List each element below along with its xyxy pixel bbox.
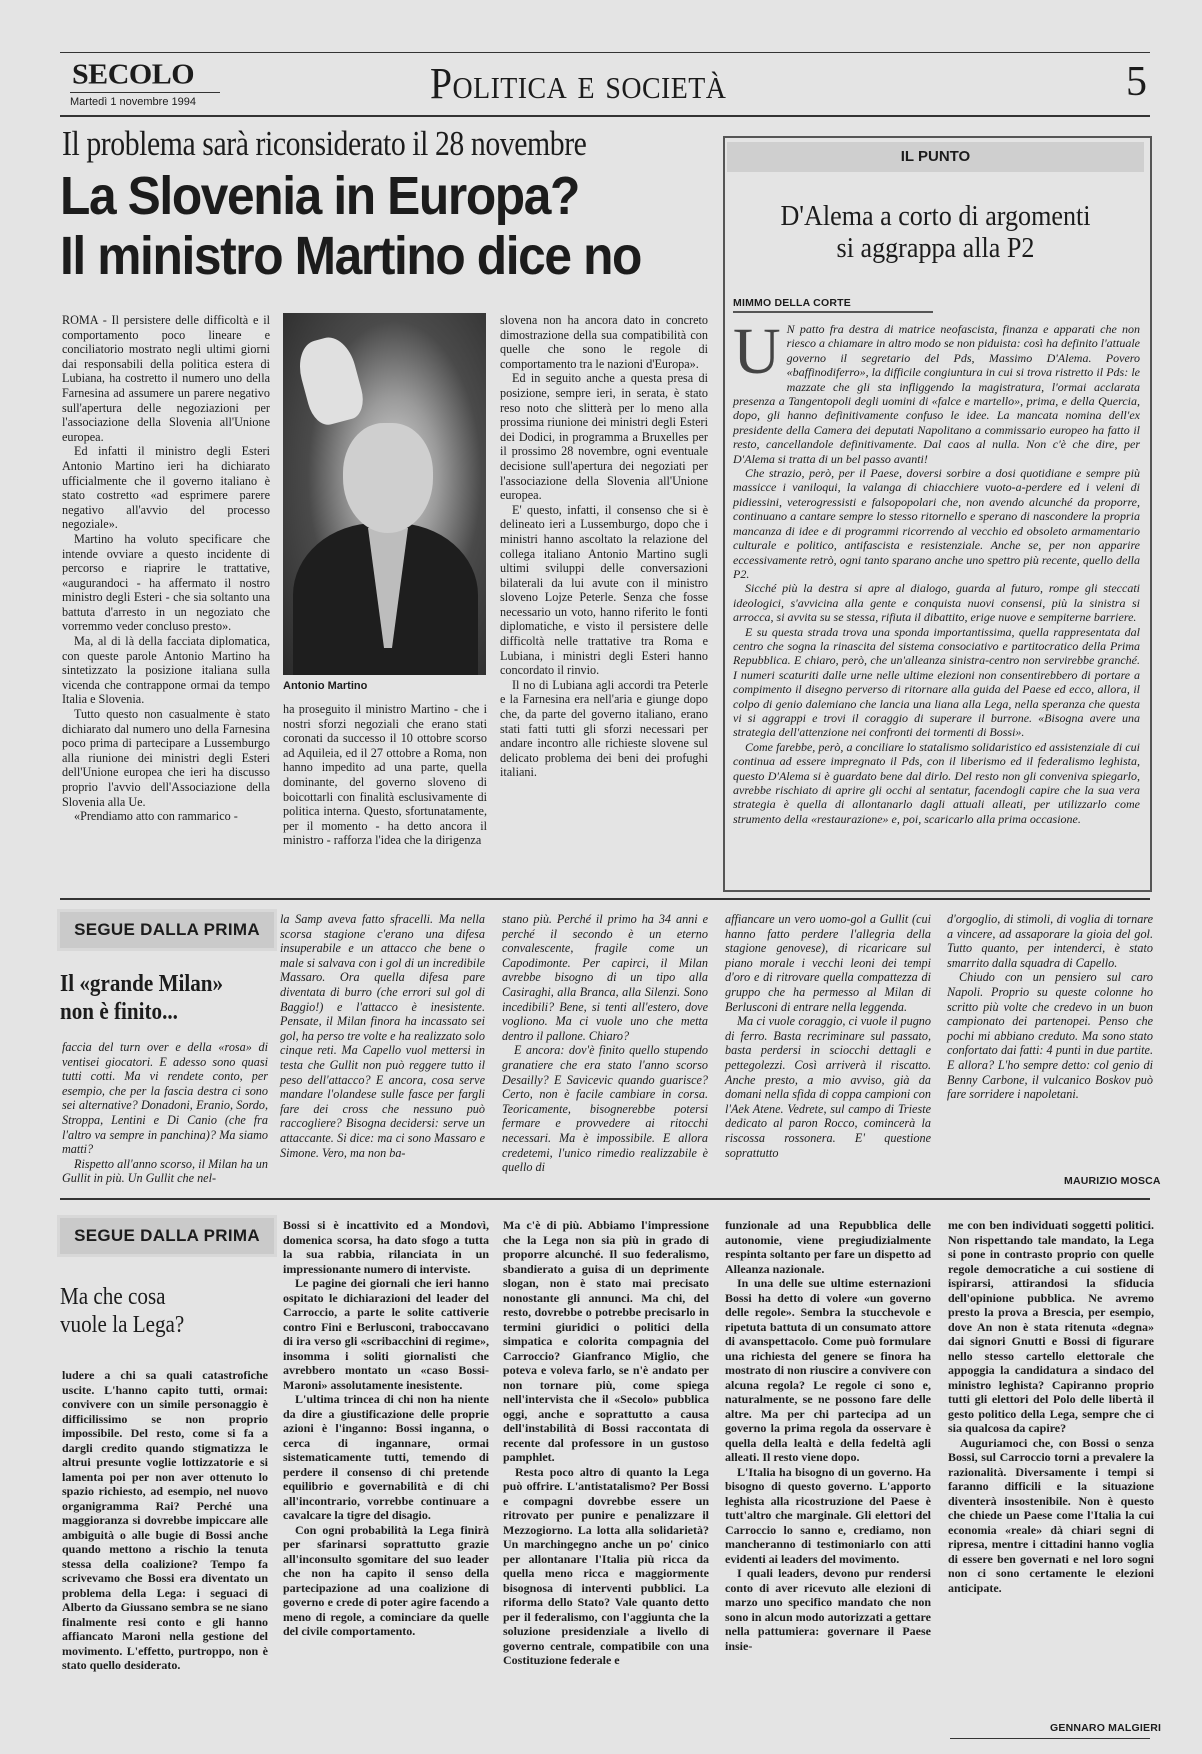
milan-segue-label: SEGUE DALLA PRIMA [60, 912, 274, 948]
paragraph: Martino ha voluto specificare che intende ovviare a questo incidente di percorso e riaprire le trattative, «augurandoci - ha affermato il nostro ministro degli Esteri - che sia soltanto una battuta d'arresto in un negoziato che vorremmo veder concluso presto». [62, 531, 270, 634]
newspaper-logo: SECOLO [72, 58, 195, 91]
paragraph: Che strazio, però, per il Paese, doversi sorbire a dosi quotidiane e sempre più massicce i vaniloqui, la valanga di chiacchiere vuoto-a-perdere ed i veleni di pidiessini, veterogressisti e falsopopolari che, non avendo alcunché da proporre, continuano a cantare sempre lo stesso ritornello e sperano di nascondere la propria mancanza di idee e di programmi ricorrendo al vecchio ed obsoleto armamentario culturale e politico, antifascista e resistenziale. Anche se, per non apparire eccessivamente retrò, ogni tanto sparano anche uno spettro più recente, quello della P2. [733, 466, 1140, 581]
photo-face [343, 423, 433, 533]
paragraph: Come farebbe, però, a conciliare lo statalismo solidaristico ed assistenziale di cui continua ad essere impregnato il Pds, con il liberismo ed il federalismo leghista, questo D'Alema si è guardato bene dal dirlo. Del resto non gli conveniva spiegarlo, avrebbe rischiato di aprire gli occhi al sentatur, facendogli capire che la sua vera strategia è quella di allontanarlo dagli attuali alleati, per utilizzarlo come strumento della «restaurazione» e, poi, scaricarlo alla prima occasione. [733, 739, 1140, 826]
lega-segue-label: SEGUE DALLA PRIMA [60, 1218, 274, 1254]
paragraph: In una delle sue ultime esternazioni Bossi ha detto di volere «un governo delle regole». Sembra la stucchevole e ripetuta battuta di un consumato attore di avanspettacolo. Come può formulare una richiesta del genere se finora ha mostrato di non riuscire a convivere con alcuna regola? Le regole ci sono e, naturalmente, se ne possono fare delle altre. Ma per chi partecipa ad un governo la prima regola da osservare è quella della lealtà e della fedeltà agli alleati. Il resto viene dopo. [725, 1276, 931, 1464]
milan-col-4 [725, 912, 931, 1160]
masthead-rule [60, 115, 1150, 117]
bottom-rule [950, 1738, 1150, 1739]
paragraph: Chiudo con un pensiero sul caro Napoli. Proprio su queste colonne ho scritto più volte che credevo in un buon campionato dei partenopei. Penso che pochi mi abbiano creduto. Ma sono stato confortato dai fatti: 4 punti in due partite. E allora? L'ho sempre detto: col genio di Benny Carbone, il vulcanico Boskov può fare sorridere i napoletani. [947, 970, 1153, 1102]
milan-col-2 [280, 912, 485, 1160]
paragraph: funzionale ad una Repubblica delle autonomie, viene pregiudizialmente respinta soltanto per fare un dispetto ad Alleanza nazionale. [725, 1218, 931, 1276]
drop-cap: U [733, 315, 781, 388]
paragraph: la Samp aveva fatto sfracelli. Ma nella scorsa stagione c'erano una difesa insuperabile e un attacco che bene o male si salvava con i gol di un incredibile Massaro. Ora quella difesa pare diventata di burro (che errori sul gol di Baggio!) e l'attacco è inesistente. Pensate, il Milan finora ha incassato sei gol, ha perso tre volte e ha realizzato solo cinque reti. Ma Capello vuol mettersi in testa che Gullit non può reggere tutto il peso dell'attacco? E ancora, cosa serve mandare l'olandese sulle fasce per fargli fare dei cross che nessuno può raccogliere? Bisogna decidersi: serve un attaccante. Si dice: ma ci sono Massaro e Simone. Vero, ma non ba- [280, 912, 485, 1160]
milan-title [60, 970, 223, 1026]
il-punto-label: IL PUNTO [727, 142, 1144, 172]
article-kicker: Il problema sarà riconsiderato il 28 novembre [62, 124, 587, 163]
paragraph: faccia del turn over e della «rosa» di ventisei giocatori. E adesso sono quasi tutti cotti. Ma vi rendete conto, per esempio, che per la fascia destra ci sono sei alternative? Donadoni, Eranio, Sordo, Stroppa, Lentini e Di Canio (che fra l'altro va sempre in panchina)? Ma siamo matti? [62, 1040, 268, 1157]
paragraph: E su questa strada trova una sponda importantissima, quella rappresentata dal centro che sogna la rinascita del sistema consociativo e partitocratico della Prima Repubblica. E chiaro, però, che un'alleanza sinistra-centro non servirebbe granché. I numeri scaturiti dalle urne nelle ultime elezioni non consentirebbero di portare a compimento il disegno perverso di ritornare alla guida del Paese ed ecco, allora, il colpo di genio dalemiano che lancia una liana alla Lega, nella speranza che questa vi si aggrappi e trovi il coraggio di superare il burrone. «Bisogna avere una strategia dell'attenzione nei confronti dei tormenti di Bossi». [733, 624, 1140, 740]
lega-col-3 [503, 1218, 709, 1668]
page-number: 5 [1126, 59, 1147, 105]
paragraph: Bossi si è incattivito ed a Mondovì, domenica scorsa, ha dato sfogo a tutta la sua rabbia, rilanciata in un impressionante numero di interviste. [283, 1218, 489, 1276]
main-article-col-2 [283, 702, 487, 848]
paragraph: L'Italia ha bisogno di un governo. Ha bisogno di questo governo. L'apporto leghista alla ricostruzione del Paese è tutt'altro che marginale. Gli elettori del Carroccio lo sanno e, crediamo, non mancheranno di testimoniarlo con atti evidenti ai leaders del movimento. [725, 1464, 931, 1566]
paragraph: Auguriamoci che, con Bossi o senza Bossi, sul Carroccio torni a prevalere la razionalità. Diversamente i tempi si faranno difficili e la situazione diventerà insostenibile. Non è questo che chiede un Paese come l'Italia la cui economia «reale» dà chiari segni di ripresa, mentre i cittadini hanno voglia di essere ben governati e nel loro sogni non ci sono certamente le elezioni anticipate. [948, 1435, 1154, 1595]
paragraph-text: N patto fra destra di matrice neofascista, finanza e apparati che non riesco a chiamare in altro modo se non piduista: così ha definito l'attuale governo il segretario del Pds, Massimo D'Alema. Povero «baffinodiferro», la difficile congiuntura in cui si trova ristretto il Pds: le mazzate che gli sta infliggendo la magistratura, l'ormai acclarata presenza a Tangentopoli degli uomini di «falce e martello», prima, e della Quercia, dopo, gli hanno definitivamente confuso le idee. La mancata nomina dell'ex presidente della Camera dei deputati Napolitano a commissario europeo ha fatto il resto, cancellandole definitivamente. Dal caos al nulla. Non c'è che dire, per D'Alema si tratta di un bel passo avanti! [733, 322, 1140, 466]
main-article-col-3 [500, 313, 708, 780]
paragraph: affiancare un vero uomo-gol a Gullit (cui hanno fatto perdere l'allegria della stagione genovese), di ricaricare sul piano morale i vecchi leoni dei tempi d'oro e di ritrovare quella compattezza di gruppo che ha permesso al Milan di Berlusconi di entrare nella leggenda. [725, 912, 931, 1014]
il-punto-title [748, 200, 1123, 264]
milan-col-1 [62, 1040, 268, 1186]
milan-col-3 [502, 912, 708, 1175]
paragraph: L'ultima trincea di chi non ha niente da dire a giustificazione delle proprie azioni è l'inganno: Bossi inganna, o cerca di ingannare, ormai sistematicamente tutti, temendo di perdere il consenso di chi pretende equilibrio e governabilità e di chi all'incontrario, vorrebbe continuare a cavalcare la tigre del disagio. [283, 1392, 489, 1522]
paragraph: Rispetto all'anno scorso, il Milan ha un Gullit in più. Un Gullit che nel- [62, 1156, 268, 1186]
lega-byline: GENNARO MALGIERI [1050, 1722, 1162, 1734]
paragraph: Ed infatti il ministro degli Esteri Antonio Martino ieri ha dichiarato ufficialmente che il governo italiano è stato costretto «ad esprimere parere negativo all'avvio del processo negoziale». [62, 444, 270, 532]
paragraph [733, 315, 1140, 466]
il-punto-byline: MIMMO DELLA CORTE [733, 297, 851, 309]
paragraph: ha proseguito il ministro Martino - che i nostri sforzi negoziali che erano stati coronati da successo il 10 ottobre scorso ad Aquileia, ed il 27 ottobre a Roma, non hanno impedito ad una parte, quella dominante, del governo sloveno di boicottarli con finalità esclusivamente di politica interna. Questo, sfortunatamente, per il momento - ha detto ancora il ministro - rafforza l'idea che la dirigenza [283, 702, 487, 848]
il-punto-title-line-2: si aggrappa alla P2 [836, 232, 1035, 264]
paragraph: Ed in seguito anche a questa presa di posizione, sempre ieri, in serata, è stato reso noto che slitterà per lo meno alla prossima riunione dei ministri degli Esteri dei Dodici, in programma a Bruxelles per il prossimo 28 novembre, ogni eventuale decisione sull'apertura dei negoziati per l'associazione della Slovenia all'Unione europea. [500, 371, 708, 503]
paragraph: I quali leaders, devono pur rendersi conto di aver ricevuto alle elezioni di marzo uno specifico mandato che non sono in alcun modo autorizzati a gettare nella pattumiera: governare il Paese insie- [725, 1566, 931, 1653]
lega-title [60, 1283, 184, 1339]
paragraph: Ma ci vuole coraggio, ci vuole il pugno di ferro. Basta recriminare sul passato, basta perdersi in sciocchi dettagli e pettegolezzi. Così arriverà il riscatto. Anche presto, a mio avviso, già da domani nella sfida di coppa campioni con l'Aek Atene. Vedrete, sul campo di Trieste dedicato al paron Rocco, comincerà la riscossa rossonera. E' questione soprattutto [725, 1014, 931, 1160]
paragraph: me con ben individuati soggetti politici. Non rispettando tale mandato, la Lega si pone in contrasto proprio con quelle regole democratiche a cui sostiene di ispirarsi, attirandosi la sfiducia dell'opinione pubblica. Ne avremo presto la prova a Brescia, per esempio, dove An non è stata ritenuta «degna» dai signori Gnutti e Bossi di figurare nello stesso cartello elettorale che appoggia la candidatura a sindaco del ministro leghista? Capiranno proprio tutti gli elettori del Polo delle libertà il gesto politico della Lega, sempre che ci sia qualcosa da capire? [948, 1218, 1154, 1435]
section-title: Politica e società [430, 59, 727, 108]
lega-col-5 [948, 1218, 1154, 1595]
il-punto-title-line-1: D'Alema a corto di argomenti [780, 200, 1091, 232]
lega-title-line-2: vuole la Lega? [60, 1312, 185, 1338]
milan-col-5 [947, 912, 1153, 1102]
paragraph: ludere a chi sa quali catastrofiche uscite. L'hanno capito tutti, ormai: convivere con un simile personaggio è difficilissimo se non proprio impossibile. Del resto, come si fa a dargli credito quando stigmatizza le altrui presunte voglie lottizzatorie e si lamenta poi per non aver ottenuto lo spazio richiesto, ad esempio, nel nuovo organigramma Rai? Perché una maggioranza si dovrebbe impiccare alle ambiguità o alle bugie di Bossi anche quando mettono a rischio la tenuta stessa della coalizione? Tempo fa scrivevamo che Bossi era diventato un problema della Lega: i seguaci di Alberto da Giussano sembra se ne siano finalmente resi conto e gli hanno affiancato Maroni nella gestione del movimento. L'effetto, purtroppo, non è stato quello desiderato. [62, 1368, 268, 1672]
issue-date: Martedì 1 novembre 1994 [70, 96, 196, 108]
il-punto-body [733, 315, 1140, 826]
paragraph: Sicché più la destra si apre al dialogo, guarda al futuro, rompe gli steccati ideologici, s'avvicina alla gente e conquista nuovi consensi, più la sinistra si arrocca, si avvita su se stessa, rifiuta il dibattito, erige nuove e sempiterne barriere. [733, 581, 1140, 625]
paragraph: d'orgoglio, di stimoli, di voglia di tornare a vincere, ad assaporare la gioia del gol. Tutto quanto, per intenderci, è stato smarrito dalla squadra di Capello. [947, 912, 1153, 970]
paragraph: Ma, al di là della facciata diplomatica, con queste parole Antonio Martino ha sintetizzato la posizione italiana sulla vicenda che contrappone ormai da tempo Italia e Slovenia. [62, 634, 270, 707]
lega-col-1 [62, 1368, 268, 1673]
lega-col-2 [283, 1218, 489, 1639]
milan-title-line-2: non è finito... [60, 999, 178, 1025]
lega-title-line-1: Ma che cosa [60, 1284, 166, 1310]
portrait-photo [283, 313, 486, 675]
paragraph: Resta poco altro di quanto la Lega può offrire. L'antistatalismo? Per Bossi e compagni dovrebbe essere un ritrovato per punire e penalizzare il Mezzogiorno. La lotta alla solidarietà? Un marchingegno anche un po' cinico per allontanare l'Italia più ricca da quella meno ricca e maggiormente bisognosa di interventi pubblici. La riforma dello Stato? Vale quanto detto per il federalismo, con l'aggiunta che la soluzione presidenziale a livello di governo centrale, compatibile con una Costituzione federale e [503, 1464, 709, 1667]
logo-rule [70, 92, 220, 93]
paragraph: Le pagine dei giornali che ieri hanno ospitato le dichiarazioni del leader del Carroccio, a parte le solite cattiverie contro Fini e Berlusconi, traboccavano di ira verso gli «scribacchini di regime», insomma i soliti giornalisti che avrebbero montato un «caso Bossi-Maroni» assolutamente inesistente. [283, 1276, 489, 1392]
byline-rule [733, 311, 933, 313]
lega-col-4 [725, 1218, 931, 1653]
milan-title-line-1: Il «grande Milan» [60, 971, 224, 997]
paragraph: E ancora: dov'è finito quello stupendo granatiere che era stato l'anno scorso Desailly? E Savicevic quando guarisce? Certo, non è facile cambiare in corsa. Teoricamente, bisognerebbe potersi fermare e provvedere ai ritocchi necessari. Ma è impossibile. E allora credetemi, l'unico rimedio realizzabile è quello di [502, 1043, 708, 1175]
paragraph: Tutto questo non casualmente è stato dichiarato dal numero uno della Farnesina poco prima di partecipare a Lussemburgo alla riunione dei ministri degli Esteri dell'Unione europea che ieri ha discusso proprio l'avvio dell'Associazione della Slovenia alla Ue. [62, 707, 270, 809]
paragraph: «Prendiamo atto con rammarico - [74, 809, 238, 824]
paragraph: Ma c'è di più. Abbiamo l'impressione che la Lega non sia più in grado di proporre alcunché. Il suo federalismo, sbandierato a guisa di un deprimente slogan, non è stato mai precisato nonostante gli annunci. Ma chi, del resto, dovrebbe o potrebbe precisarlo in termini giuridici o politici della simpatica e colorita compagnia del Carroccio? Gianfranco Miglio, che poteva e voleva farlo, se n'è andato per non tornare più, come spiega nell'intervista che il «Secolo» pubblica oggi, anche e soprattutto a causa dell'instabilità di Bossi raccontata di recente dal professore in un gustoso pamphlet. [503, 1218, 709, 1464]
paragraph: E' questo, infatti, il consenso che si è delineato ieri a Lussemburgo, dopo che i ministri hanno ascoltato la relazione del collega italiano Antonio Martino sugli ultimi sviluppi delle conversazioni bilaterali da lui avute con il ministro sloveno Lojze Peterle. Senza che fosse necessario un voto, hanno riferito le fonti diplomatiche, e visto il persistere delle difficoltà nelle trattative tra Roma e Lubiana, i ministri degli Esteri hanno concordato il rinvio. [500, 502, 708, 678]
paragraph: Con ogni probabilità la Lega finirà per sfarinarsi soprattutto grazie all'inconsulto sgomitare del suo leader che non ha capito il senso della partecipazione ad una coalizione di governo e crede di poter agire facendo a meno di regole, a cominciare da quelle del civile comportamento. [283, 1522, 489, 1638]
paragraph: ROMA - Il persistere delle difficoltà e il comportamento poco lineare e conciliatorio mostrato negli ultimi giorni dai responsabili della politica estera di Lubiana, ha costretto il numero uno della Farnesina ad assumere un parere negativo sull'apertura delle negoziazioni per l'associazione della Slovenia all'Unione europea. [62, 313, 270, 444]
photo-caption: Antonio Martino [283, 680, 368, 692]
headline-line-1: La Slovenia in Europa? [60, 166, 579, 226]
headline-line-2: Il ministro Martino dice no [60, 226, 642, 286]
photo-raised-hand [293, 332, 368, 428]
main-article-col-1 [62, 313, 270, 824]
paragraph: Il no di Lubiana agli accordi tra Peterle e la Farnesina era nell'aria e giunge dopo che, da parte del governo italiano, erano stati fatti tutti gli sforzi necessari per andare incontro alle richieste slovene sul delicato problema dei beni dei profughi italiani. [500, 677, 708, 780]
paragraph: stano più. Perché il primo ha 34 anni e perché il secondo è un eterno convalescente, fragile come un Capodimonte. Per capirci, il Milan avrebbe bisogno di un tipo alla Casiraghi, alla Branca, alla Silenzi. Sono incedibili? Bene, si tenti all'estero, dove vogliono. Ma ci vuole uno che metta dentro il pallone. Chiaro? [502, 912, 708, 1043]
top-rule [60, 52, 1150, 53]
section-divider [60, 1198, 1150, 1200]
paragraph: slovena non ha ancora dato in concreto dimostrazione della sua compatibilità con quelle che sono le regole di comportamento tra le nazioni d'Europa». [500, 313, 708, 371]
article-headline [60, 166, 641, 286]
milan-byline: MAURIZIO MOSCA [1064, 1175, 1161, 1187]
section-divider [60, 898, 1150, 900]
